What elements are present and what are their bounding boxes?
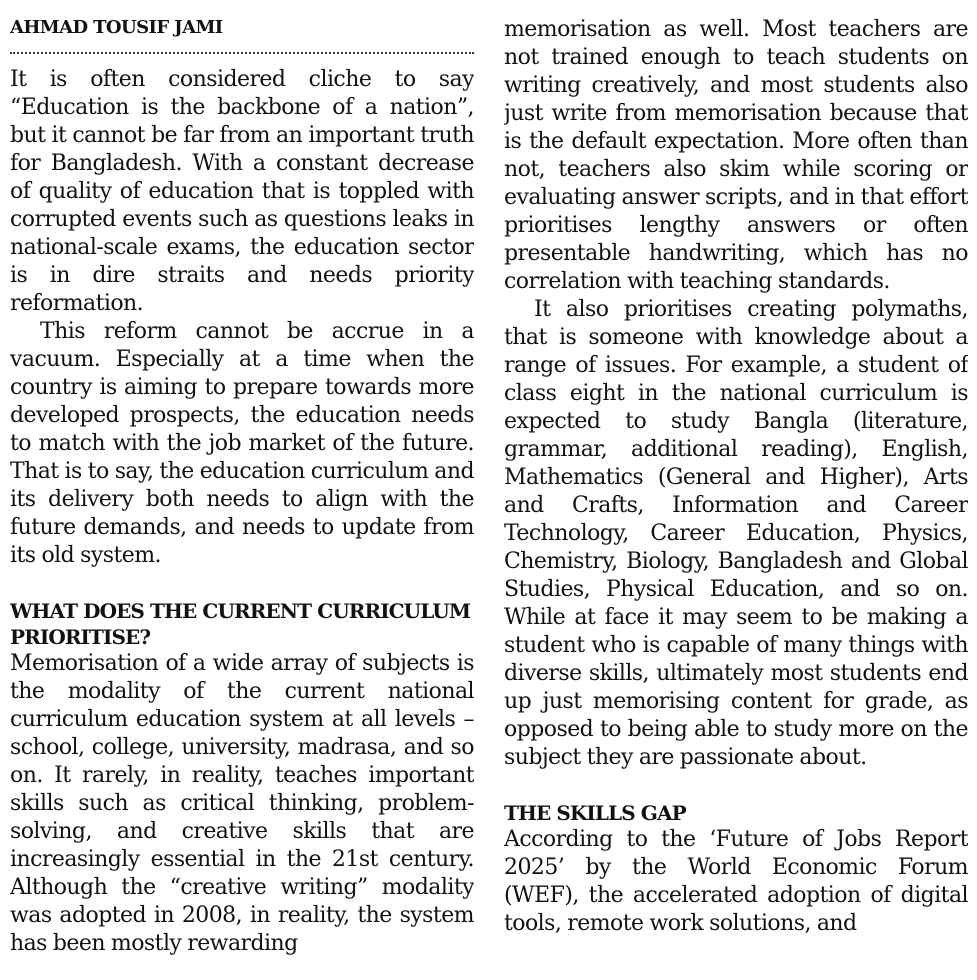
- section-heading-skills-gap: THE SKILLS GAP: [504, 801, 686, 825]
- skills-gap-paragraph: According to the ‘Future of Jobs Report 2025’ by the World Economic Forum (WEF), the accelerated adoption of digital tools, remote work solutions, and: [504, 827, 968, 936]
- article-column-right: [504, 0, 968, 980]
- author-byline: AHMAD TOUSIF JAMI: [10, 17, 223, 38]
- section-spacer: [504, 772, 968, 800]
- section-spacer: [10, 570, 474, 598]
- polymath-paragraph: It also prioritises creating polymaths, that is someone with knowledge about a range of issues. For example, a student of class eight in the national curriculum is expected to study Bangla (literature, grammar, additional reading), English, Mathematics (General and Higher), Arts and Crafts, Information and Career Technology, Career Education, Physics, Chemistry, Biology, Bangladesh and Global Studies, Physical Education, and so on. While at face it may seem to be making a student who is capable of many things with diverse skills, ultimately most students end up just memorising content for grade, as opposed to being able to study more on the subject they are passionate about.: [504, 297, 968, 770]
- section-heading-curriculum: WHAT DOES THE CURRENT CURRICULUM PRIORITISE?: [10, 599, 471, 649]
- article-column-left: [10, 0, 474, 980]
- intro-paragraph: It is often considered cliche to say “Education is the backbone of a nation”, but it cannot be far from an important truth for Bangladesh. With a constant decrease of quality of education that is toppled with corrupted events such as questions leaks in national-scale exams, the education sector is in dire straits and needs priority reformation.: [10, 67, 474, 316]
- byline-divider: [10, 52, 474, 54]
- reform-paragraph: This reform cannot be accrue in a vacuum. Especially at a time when the country is aiming to prepare towards more developed prospects, the education needs to match with the job market of the future. That is to say, the education curriculum and its delivery both needs to align with the future demands, and needs to update from its old system.: [10, 319, 474, 568]
- curriculum-paragraph: Memorisation of a wide array of subjects is the modality of the current national curriculum education system at all levels – school, college, university, madrasa, and so on. It rarely, in reality, teaches important skills such as critical thinking, problem-solving, and creative skills that are increasingly essential in the 21st century. Although the “creative writing” modality was adopted in 2008, in reality, the system has been mostly rewarding: [10, 651, 474, 956]
- continued-paragraph: memorisation as well. Most teachers are not trained enough to teach students on writing creatively, and most students also just write from memorisation because that is the default expectation. More often than not, teachers also skim while scoring or evaluating answer scripts, and in that effort prioritises lengthy answers or often presentable handwriting, which has no correlation with teaching standards.: [504, 17, 968, 294]
